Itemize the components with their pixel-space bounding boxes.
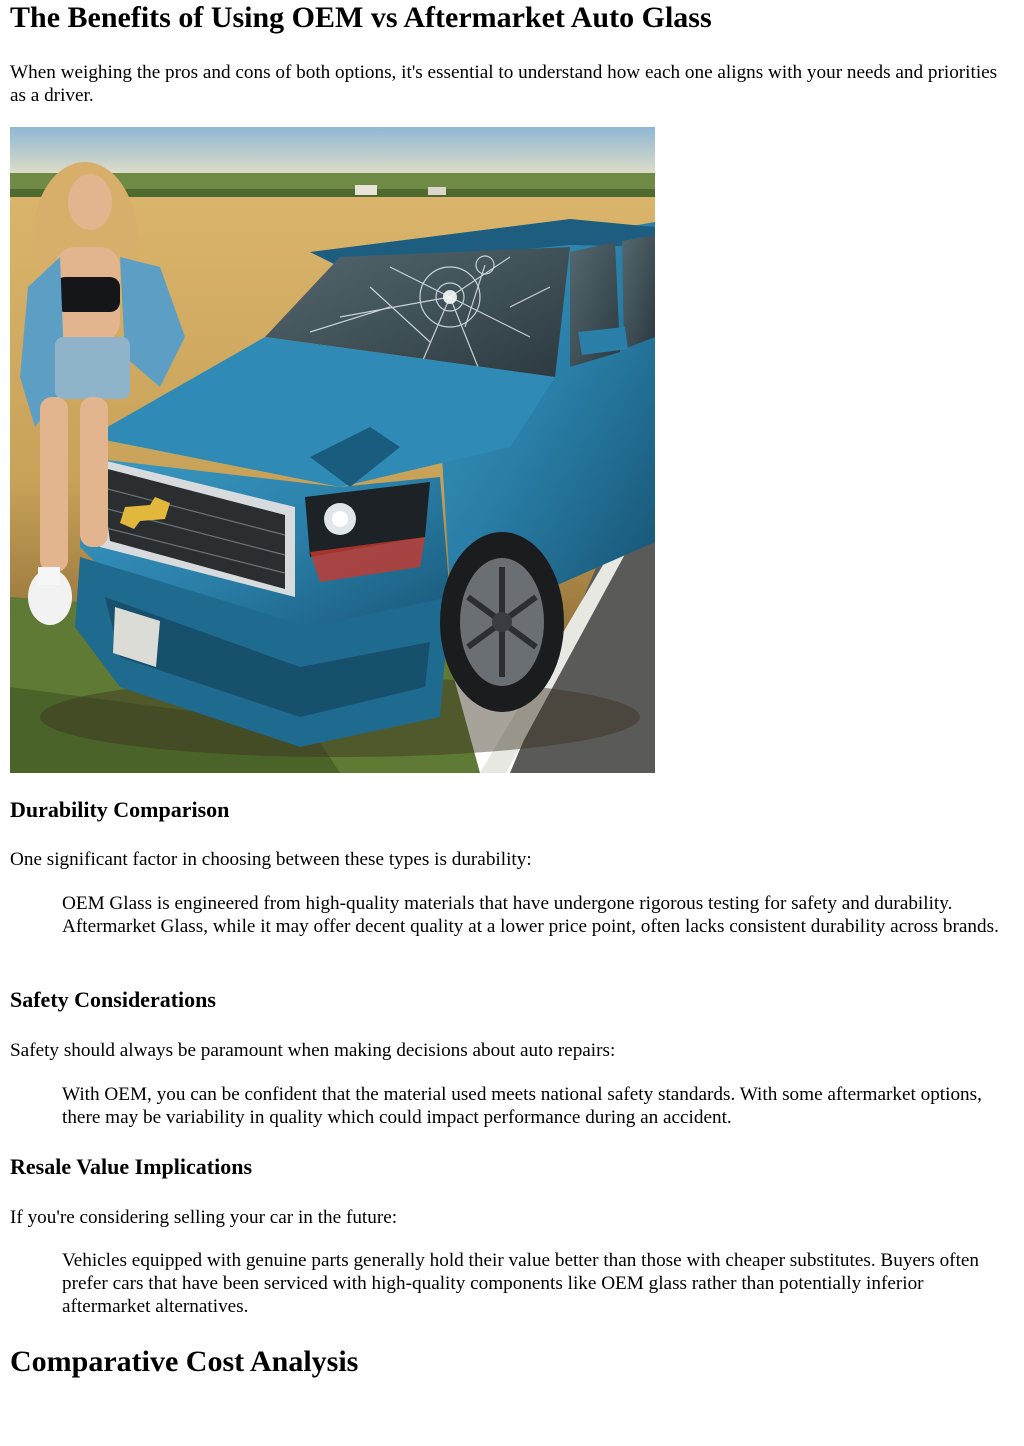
section-lead-safety: Safety should always be paramount when making decisions about auto repairs: bbox=[10, 1040, 616, 1061]
section-lead-durability: One significant factor in choosing between these types is durability: bbox=[10, 849, 532, 870]
section-heading-resale: Resale Value Implications bbox=[10, 1154, 253, 1179]
section-quote-resale: Vehicles equipped with genuine parts generally hold their value better than those with cheaper substitutes. Buyers often prefer cars that have been serviced with high-quality components like OEM glass rather than potentially inferior aftermarket alternatives. bbox=[62, 1250, 980, 1317]
hero-image bbox=[10, 127, 655, 773]
car-photo-icon bbox=[10, 127, 655, 773]
page-title: The Benefits of Using OEM vs Aftermarket Auto Glass bbox=[10, 1, 712, 34]
intro-paragraph: When weighing the pros and cons of both options, it's essential to understand how each one aligns with your needs and priorities as a driver. bbox=[10, 62, 998, 106]
section-heading-safety: Safety Considerations bbox=[10, 987, 216, 1012]
next-section-heading: Comparative Cost Analysis bbox=[10, 1345, 359, 1378]
section-quote-safety: With OEM, you can be confident that the material used meets national safety standards. With some aftermarket options, there may be variability in quality which could impact performance during an accident. bbox=[62, 1084, 982, 1128]
section-quote-durability: OEM Glass is engineered from high-quality materials that have undergone rigorous testing for safety and durability. Aftermarket Glass, while it may offer decent quality at a lower price point, often lacks consistent durability across brands. bbox=[62, 893, 999, 937]
section-heading-durability: Durability Comparison bbox=[10, 797, 230, 822]
section-lead-resale: If you're considering selling your car in the future: bbox=[10, 1207, 398, 1228]
